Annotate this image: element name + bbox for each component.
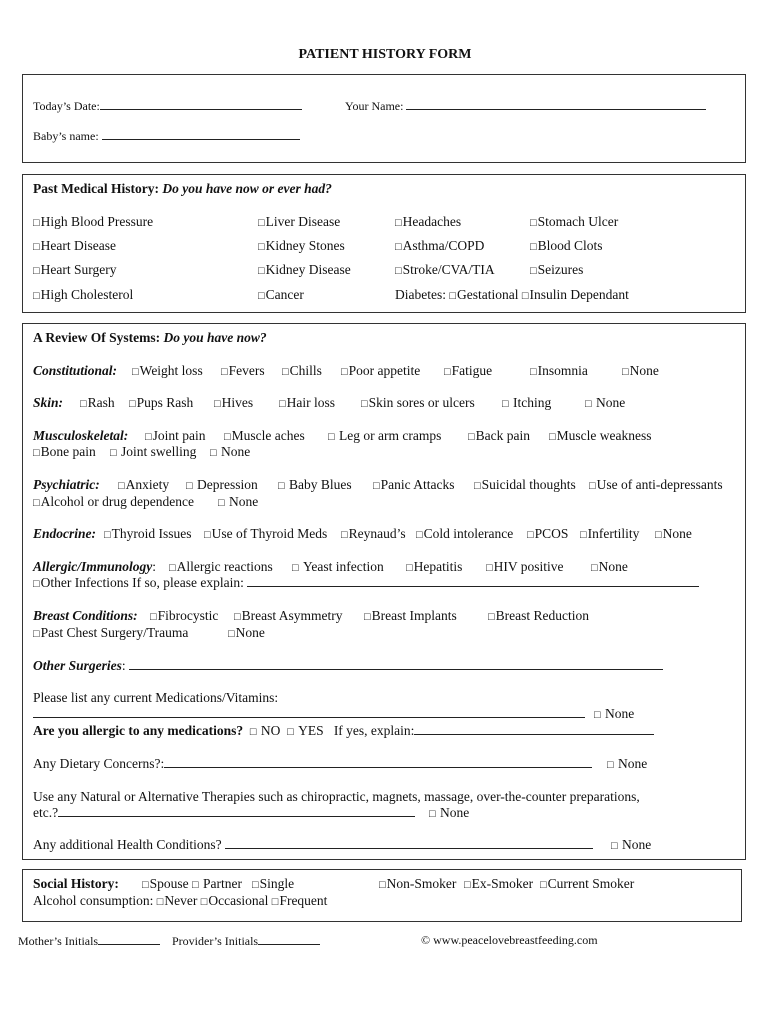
label: YES [298,723,324,738]
label: Occasional [208,893,269,908]
psychiatric-label: Psychiatric: [33,477,100,492]
todays-date-field[interactable] [33,98,302,114]
label: Seizures [537,262,584,277]
checkbox-blood-clots[interactable] [530,238,603,254]
checkbox-alcohol-occasional[interactable] [201,893,269,908]
label: Pups Rash [136,395,194,410]
providers-initials-field[interactable] [172,933,320,949]
therapies-label: Use any Natural or Alternative Therapies such as chiropractic, magnets, massage, over-the-counter preparations, [33,789,640,804]
checkbox-leg-arm-cramps[interactable] [328,428,441,444]
allergic-meds-row [33,723,654,739]
providers-initials-line[interactable] [258,933,320,945]
if-yes-label: If yes, explain: [333,723,415,738]
checkbox-fibrocystic[interactable] [150,608,218,624]
dietary-line[interactable] [164,756,592,768]
checkbox-additional-none[interactable] [611,837,651,853]
checkbox-stroke[interactable] [395,262,495,278]
checkbox-endocrine-none[interactable] [655,526,692,542]
label: Gestational [457,287,519,302]
label: Blood Clots [537,238,603,253]
label: None [235,625,265,640]
past-medical-title: Past Medical History: [33,181,159,196]
label: None [440,805,470,820]
checkbox-muscle-weakness[interactable] [549,428,652,444]
label: None [221,444,251,459]
checkbox-skin-sores[interactable] [361,395,475,411]
checkbox-skin-none[interactable] [585,395,625,411]
dietary-label: Any Dietary Concerns?: [33,756,165,771]
alcohol-row [33,893,327,909]
checkbox-psychiatric-none[interactable] [218,494,258,510]
label: Leg or arm cramps [339,428,442,443]
checkbox-ex-smoker[interactable] [464,876,533,892]
alcohol-label: Alcohol consumption: [33,893,154,908]
additional-line[interactable] [225,837,593,849]
label: Panic Attacks [380,477,455,492]
checkbox-other-infections[interactable] [33,575,129,590]
header-section [22,74,746,163]
checkbox-depression[interactable] [186,477,258,493]
checkbox-dietary-none[interactable] [607,756,647,772]
explain-label: If so, please explain: [132,575,244,590]
checkbox-current-smoker[interactable] [540,876,634,892]
if-yes-line[interactable] [414,723,654,735]
past-medical-heading [33,181,332,197]
your-name-line[interactable] [406,98,706,110]
allergic-meds-label: Are you allergic to any medications? [33,723,244,738]
checkbox-anxiety[interactable] [118,477,169,493]
label: Breast Reduction [495,608,590,623]
label: Single [259,876,295,891]
label: Fibrocystic [157,608,219,623]
label: Weight loss [139,363,203,378]
dietary-field[interactable] [33,756,592,772]
todays-date-label: Today’s Date: [33,99,100,113]
additional-label: Any additional Health Conditions? [33,837,222,852]
checkbox-cancer[interactable] [258,287,304,303]
label: Heart Disease [40,238,116,253]
therapies-field[interactable] [33,805,415,821]
label: HIV positive [493,559,564,574]
checkbox-fevers[interactable] [221,363,265,379]
checkbox-yeast-infection[interactable] [292,559,384,575]
label: None [622,837,652,852]
label: Back pain [475,428,531,443]
checkbox-muscle-aches[interactable] [224,428,305,444]
checkbox-rash[interactable] [80,395,115,411]
providers-initials-label: Provider’s Initials [172,934,259,948]
your-name-label: Your Name: [345,99,404,113]
label: Kidney Disease [265,262,351,277]
medications-label: Please list any current Medications/Vitamins: [33,690,279,705]
endocrine-label: Endocrine: [33,526,97,541]
form-title: PATIENT HISTORY FORM [298,47,472,62]
review-heading [33,330,267,346]
additional-field[interactable] [33,837,593,853]
label: None [618,756,648,771]
checkbox-seizures[interactable] [530,262,583,278]
breast-conditions-label: Breast Conditions: [33,608,138,623]
checkbox-pcos[interactable] [527,526,568,542]
checkbox-hives[interactable] [214,395,253,411]
label: None [662,526,692,541]
checkbox-insulin-dependant[interactable] [522,287,629,302]
babys-name-label: Baby’s name: [33,129,99,143]
label: None [229,494,259,509]
checkbox-panic-attacks[interactable] [373,477,455,493]
label: Rash [87,395,115,410]
medications-field[interactable] [33,706,585,722]
label: Hives [221,395,254,410]
checkbox-joint-swelling[interactable] [110,444,196,460]
label: Cancer [265,287,304,302]
checkbox-asthma-copd[interactable] [395,238,484,254]
babys-name-field[interactable] [33,128,300,144]
checkbox-gestational[interactable] [449,287,518,302]
checkbox-cold-intolerance[interactable] [416,526,513,542]
mothers-initials-field[interactable] [18,933,160,949]
checkbox-weight-loss[interactable] [132,363,203,379]
label: Asthma/COPD [402,238,485,253]
checkbox-heart-surgery[interactable] [33,262,117,278]
label: Skin sores or ulcers [368,395,475,410]
checkbox-hepatitis[interactable] [406,559,462,575]
label: Use of Thyroid Meds [211,526,328,541]
checkbox-heart-disease[interactable] [33,238,116,254]
checkbox-breast-asymmetry[interactable] [234,608,343,624]
label: Chills [289,363,322,378]
social-history-label: Social History: [33,876,119,891]
checkbox-breast-reduction[interactable] [488,608,589,624]
checkbox-thyroid-meds[interactable] [204,526,327,542]
skin-label: Skin: [33,395,64,410]
checkbox-alcohol-frequent[interactable] [272,893,328,908]
your-name-field[interactable] [345,98,706,114]
label: Hair loss [286,395,336,410]
babys-name-line[interactable] [102,128,300,140]
label: Fatigue [451,363,493,378]
diabetes-group [395,287,629,303]
website-footer: © www.peacelovebreastfeeding.com [421,933,598,947]
checkbox-breast-none[interactable] [228,625,265,641]
label: Past Chest Surgery/Trauma [40,625,189,640]
label: Joint swelling [121,444,197,459]
label: Bone pain [40,444,96,459]
checkbox-reynauds[interactable] [341,526,406,542]
diabetes-label: Diabetes: [395,287,446,302]
mothers-initials-label: Mother’s Initials [18,934,99,948]
checkbox-therapies-none[interactable] [429,805,469,821]
label: Infertility [587,526,640,541]
medications-line[interactable] [33,706,585,718]
label: Liver Disease [265,214,341,229]
checkbox-thyroid-issues[interactable] [104,526,192,542]
checkbox-partner[interactable] [192,876,242,892]
label: Fevers [228,363,265,378]
label: Thyroid Issues [111,526,192,541]
label: High Cholesterol [40,287,134,302]
allergic-label-text: Allergic/Immunology [33,559,153,574]
other-surgeries-field[interactable]: Other Surgeries: [33,658,663,674]
label: Use of anti-depressants [596,477,723,492]
label: None [598,559,628,574]
checkbox-allergic-reactions[interactable] [169,559,273,575]
label: NO [260,723,281,738]
checkbox-pups-rash[interactable] [129,395,193,411]
label: None [605,706,635,721]
label: Allergic reactions [176,559,273,574]
therapies-line[interactable] [58,805,415,817]
label: Baby Blues [289,477,352,492]
label: Poor appetite [348,363,421,378]
constitutional-label: Constitutional: [33,363,118,378]
label: Muscle weakness [556,428,652,443]
label: Reynaud’s [348,526,406,541]
checkbox-infertility[interactable] [580,526,639,542]
label: Anxiety [125,477,170,492]
label: Stroke/CVA/TIA [402,262,495,277]
checkbox-spouse[interactable] [142,876,189,892]
checkbox-headaches[interactable] [395,214,461,230]
label: Alcohol or drug dependence [40,494,194,509]
checkbox-kidney-disease[interactable] [258,262,351,278]
checkbox-fatigue[interactable] [444,363,492,379]
label: Frequent [279,893,328,908]
checkbox-stomach-ulcer[interactable] [530,214,618,230]
checkbox-kidney-stones[interactable] [258,238,345,254]
label: Muscle aches [231,428,305,443]
todays-date-line[interactable] [100,98,302,110]
checkbox-non-smoker[interactable] [379,876,456,892]
checkbox-joint-pain[interactable] [145,428,206,444]
checkbox-high-cholesterol[interactable] [33,287,133,303]
label: Heart Surgery [40,262,117,277]
mothers-initials-line[interactable] [98,933,160,945]
checkbox-bone-pain[interactable] [33,444,96,460]
label: Hepatitis [413,559,463,574]
checkbox-alcohol-drug[interactable] [33,494,194,510]
checkbox-breast-implants[interactable] [364,608,457,624]
review-question: Do you have now? [163,330,267,345]
checkbox-musculoskeletal-none[interactable] [210,444,250,460]
label: PCOS [534,526,569,541]
allergic-label: Allergic/Immunology: [33,559,157,574]
checkbox-suicidal-thoughts[interactable] [474,477,576,493]
label: Current Smoker [547,876,635,891]
checkbox-hair-loss[interactable] [279,395,335,411]
checkbox-poor-appetite[interactable] [341,363,420,379]
other-infections-line[interactable] [247,575,699,587]
checkbox-baby-blues[interactable] [278,477,352,493]
checkbox-medications-none[interactable] [594,706,634,722]
label: None [596,395,626,410]
other-surgeries-line[interactable] [129,658,663,670]
checkbox-insomnia[interactable] [530,363,588,379]
checkbox-constitutional-none[interactable] [622,363,659,379]
checkbox-itching[interactable] [502,395,551,411]
label: Suicidal thoughts [481,477,576,492]
label: Breast Asymmetry [241,608,343,623]
checkbox-alcohol-never[interactable] [157,893,198,908]
checkbox-high-blood-pressure[interactable] [33,214,153,230]
checkbox-hiv-positive[interactable] [486,559,564,575]
label: Non-Smoker [386,876,457,891]
checkbox-anti-depressants[interactable] [589,477,723,493]
checkbox-chills[interactable] [282,363,322,379]
label: Stomach Ulcer [537,214,619,229]
label: Other Infections [40,575,129,590]
checkbox-allergic-no[interactable] [250,723,281,738]
label: Insomnia [537,363,588,378]
label: Joint pain [152,428,206,443]
past-medical-question: Do you have now or ever had? [162,181,332,196]
label: Ex-Smoker [471,876,534,891]
label: Depression [197,477,258,492]
checkbox-single[interactable] [252,876,294,892]
checkbox-allergic-yes[interactable] [287,723,324,738]
checkbox-allergic-none[interactable] [591,559,628,575]
label: High Blood Pressure [40,214,154,229]
label: Kidney Stones [265,238,345,253]
musculoskeletal-label: Musculoskeletal: [33,428,129,443]
label: Headaches [402,214,462,229]
label: Cold intolerance [423,526,514,541]
label: Insulin Dependant [529,287,629,302]
checkbox-chest-surgery[interactable] [33,625,188,641]
label: None [629,363,659,378]
label: Breast Implants [371,608,457,623]
label: Partner [203,876,243,891]
checkbox-liver-disease[interactable] [258,214,340,230]
other-surgeries-label: Other Surgeries [33,658,122,673]
checkbox-back-pain[interactable] [468,428,530,444]
label: Itching [513,395,552,410]
label: Spouse [149,876,189,891]
label: Never [164,893,198,908]
review-title: A Review Of Systems: [33,330,161,345]
therapies-etc: etc.? [33,805,59,820]
other-infections-row [33,575,699,591]
label: Yeast infection [303,559,384,574]
